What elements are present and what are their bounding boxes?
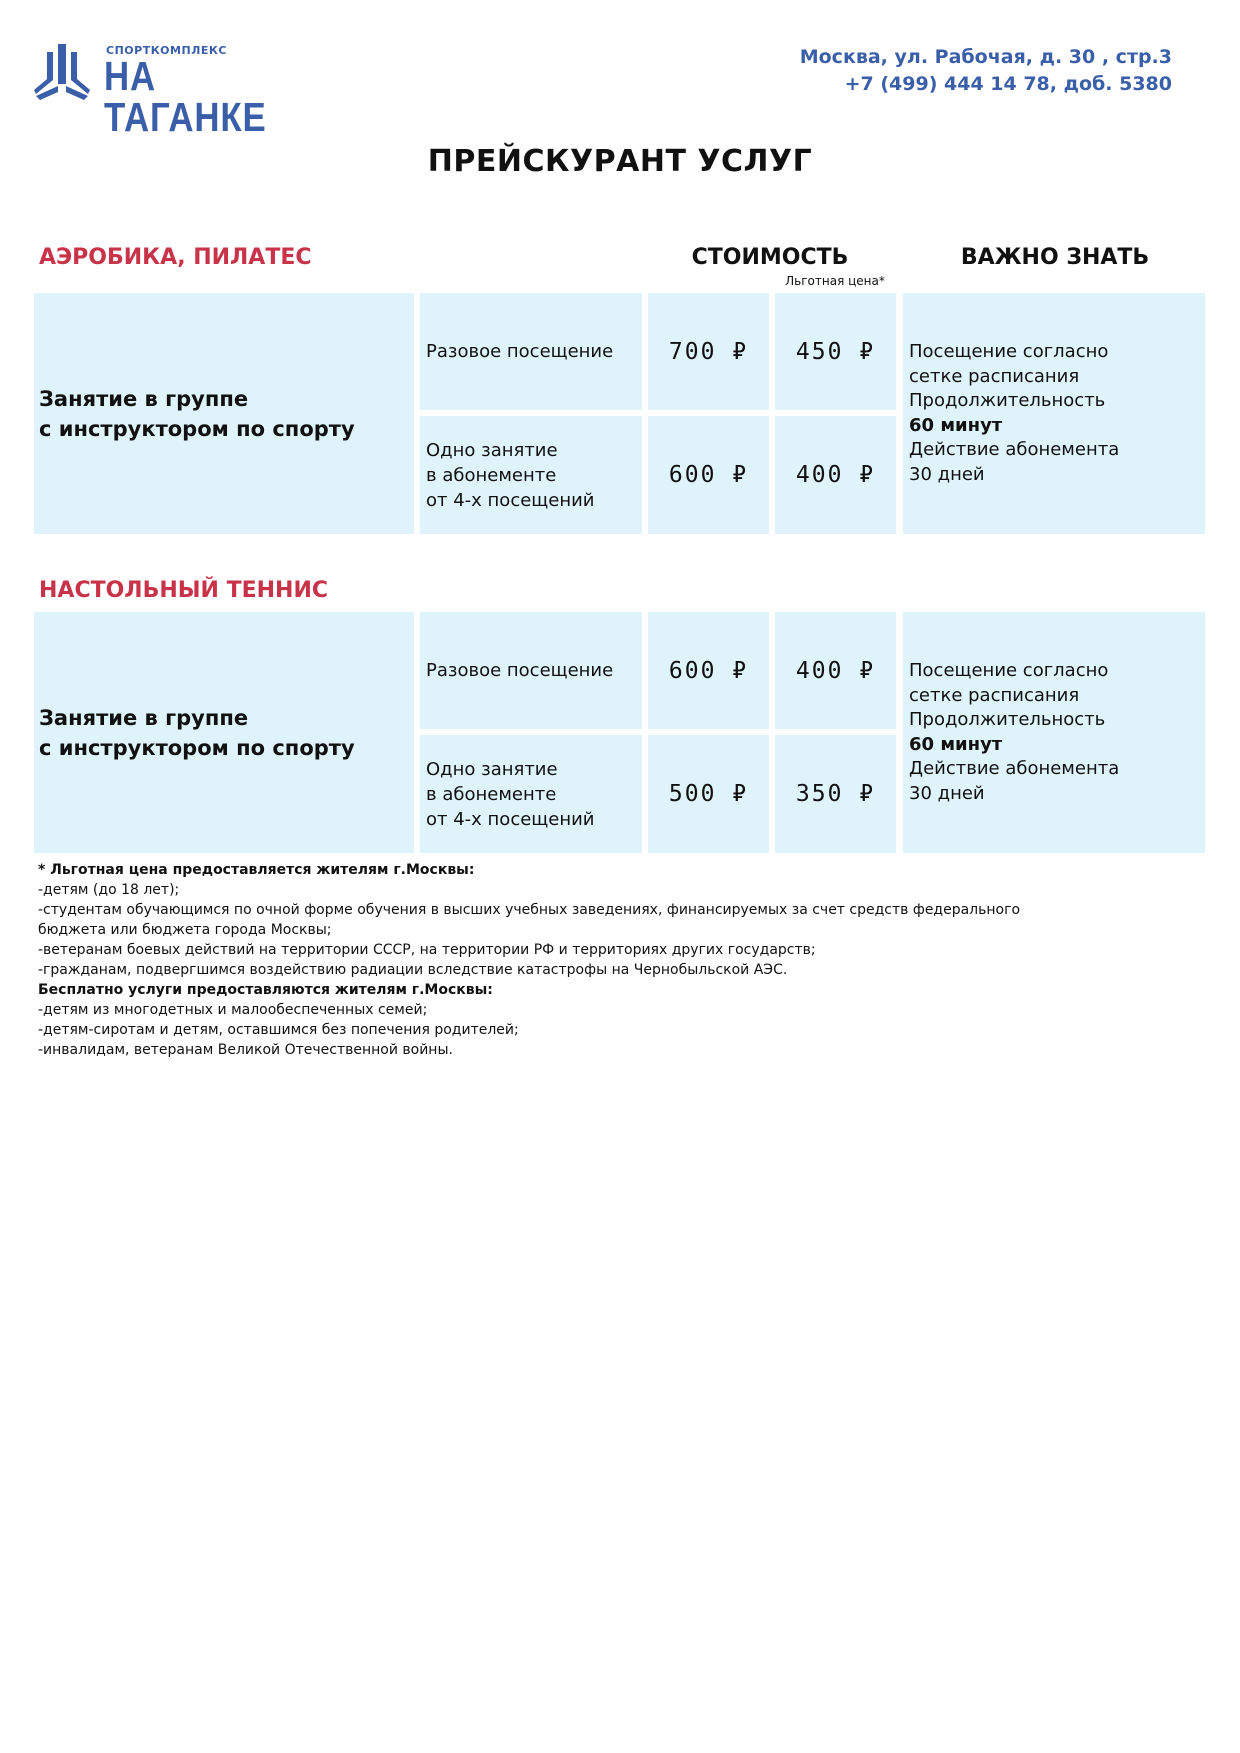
- price-cell: 500 ₽: [648, 735, 769, 853]
- variant-cell: Разовое посещение: [420, 293, 642, 410]
- discount-price-cell: 450 ₽: [775, 293, 896, 410]
- footnote-line: -ветеранам боевых действий на территории СССР, на территории РФ и территориях других государств;: [38, 942, 816, 958]
- footnote-heading: * Льготная цена предоставляется жителям г.Москвы:: [38, 862, 475, 878]
- page-title: ПРЕЙСКУРАНТ УСЛУГ: [427, 144, 813, 179]
- logo-mark-icon: [34, 44, 90, 100]
- variant-cell: Одно занятие в абонементе от 4-х посещений: [420, 735, 642, 853]
- info-cell: Посещение согласно сетке расписания Продолжительность 60 минут Действие абонемента 30 дней: [903, 293, 1205, 534]
- service-name: Занятие в группе с инструктором по спорту: [39, 386, 355, 441]
- service-cell: [34, 612, 414, 853]
- phone: +7 (499) 444 14 78, доб. 5380: [844, 73, 1172, 95]
- footnote-line: -детям из многодетных и малообеспеченных семей;: [38, 1002, 428, 1018]
- service-name: Занятие в группе с инструктором по спорту: [39, 705, 355, 760]
- logo-big-text: НА ТАГАНКЕ: [104, 53, 267, 140]
- footnote-line: -детям-сиротам и детям, оставшимся без попечения родителей;: [38, 1022, 519, 1038]
- column-header-important: ВАЖНО ЗНАТЬ: [960, 245, 1150, 270]
- column-subheader-discount: Льготная цена*: [785, 274, 885, 288]
- variant-cell: Одно занятие в абонементе от 4-х посещений: [420, 416, 642, 534]
- variant-cell: Разовое посещение: [420, 612, 642, 729]
- discount-price-cell: 350 ₽: [775, 735, 896, 853]
- service-cell: [34, 293, 414, 534]
- footnote-line: бюджета или бюджета города Москвы;: [38, 922, 332, 938]
- column-header-cost: СТОИМОСТЬ: [691, 245, 849, 270]
- footnote-line: -инвалидам, ветеранам Великой Отечественной войны.: [38, 1042, 453, 1058]
- info-cell: Посещение согласно сетке расписания Продолжительность 60 минут Действие абонемента 30 дней: [903, 612, 1205, 853]
- section-title-table-tennis: НАСТОЛЬНЫЙ ТЕННИС: [39, 578, 329, 603]
- footnote-line: -детям (до 18 лет);: [38, 882, 180, 898]
- price-cell: 700 ₽: [648, 293, 769, 410]
- price-cell: 600 ₽: [648, 416, 769, 534]
- footnote-heading: Бесплатно услуги предоставляются жителям г.Москвы:: [38, 982, 493, 998]
- section-title-aerobics: АЭРОБИКА, ПИЛАТЕС: [39, 245, 312, 270]
- footnotes: [38, 860, 1218, 1060]
- discount-price-cell: 400 ₽: [775, 612, 896, 729]
- contacts: [800, 44, 1172, 98]
- logo: [34, 44, 354, 140]
- price-cell: 600 ₽: [648, 612, 769, 729]
- address: Москва, ул. Рабочая, д. 30 , стр.3: [799, 46, 1172, 68]
- discount-price-cell: 400 ₽: [775, 416, 896, 534]
- footnote-line: -гражданам, подвергшимся воздействию радиации вследствие катастрофы на Чернобыльской АЭС.: [38, 962, 788, 978]
- footnote-line: -студентам обучающимся по очной форме обучения в высших учебных заведениях, финансируемых за счет средств федерального: [38, 902, 1021, 918]
- logo-small-text: СПОРТКОМПЛЕКС: [106, 44, 227, 57]
